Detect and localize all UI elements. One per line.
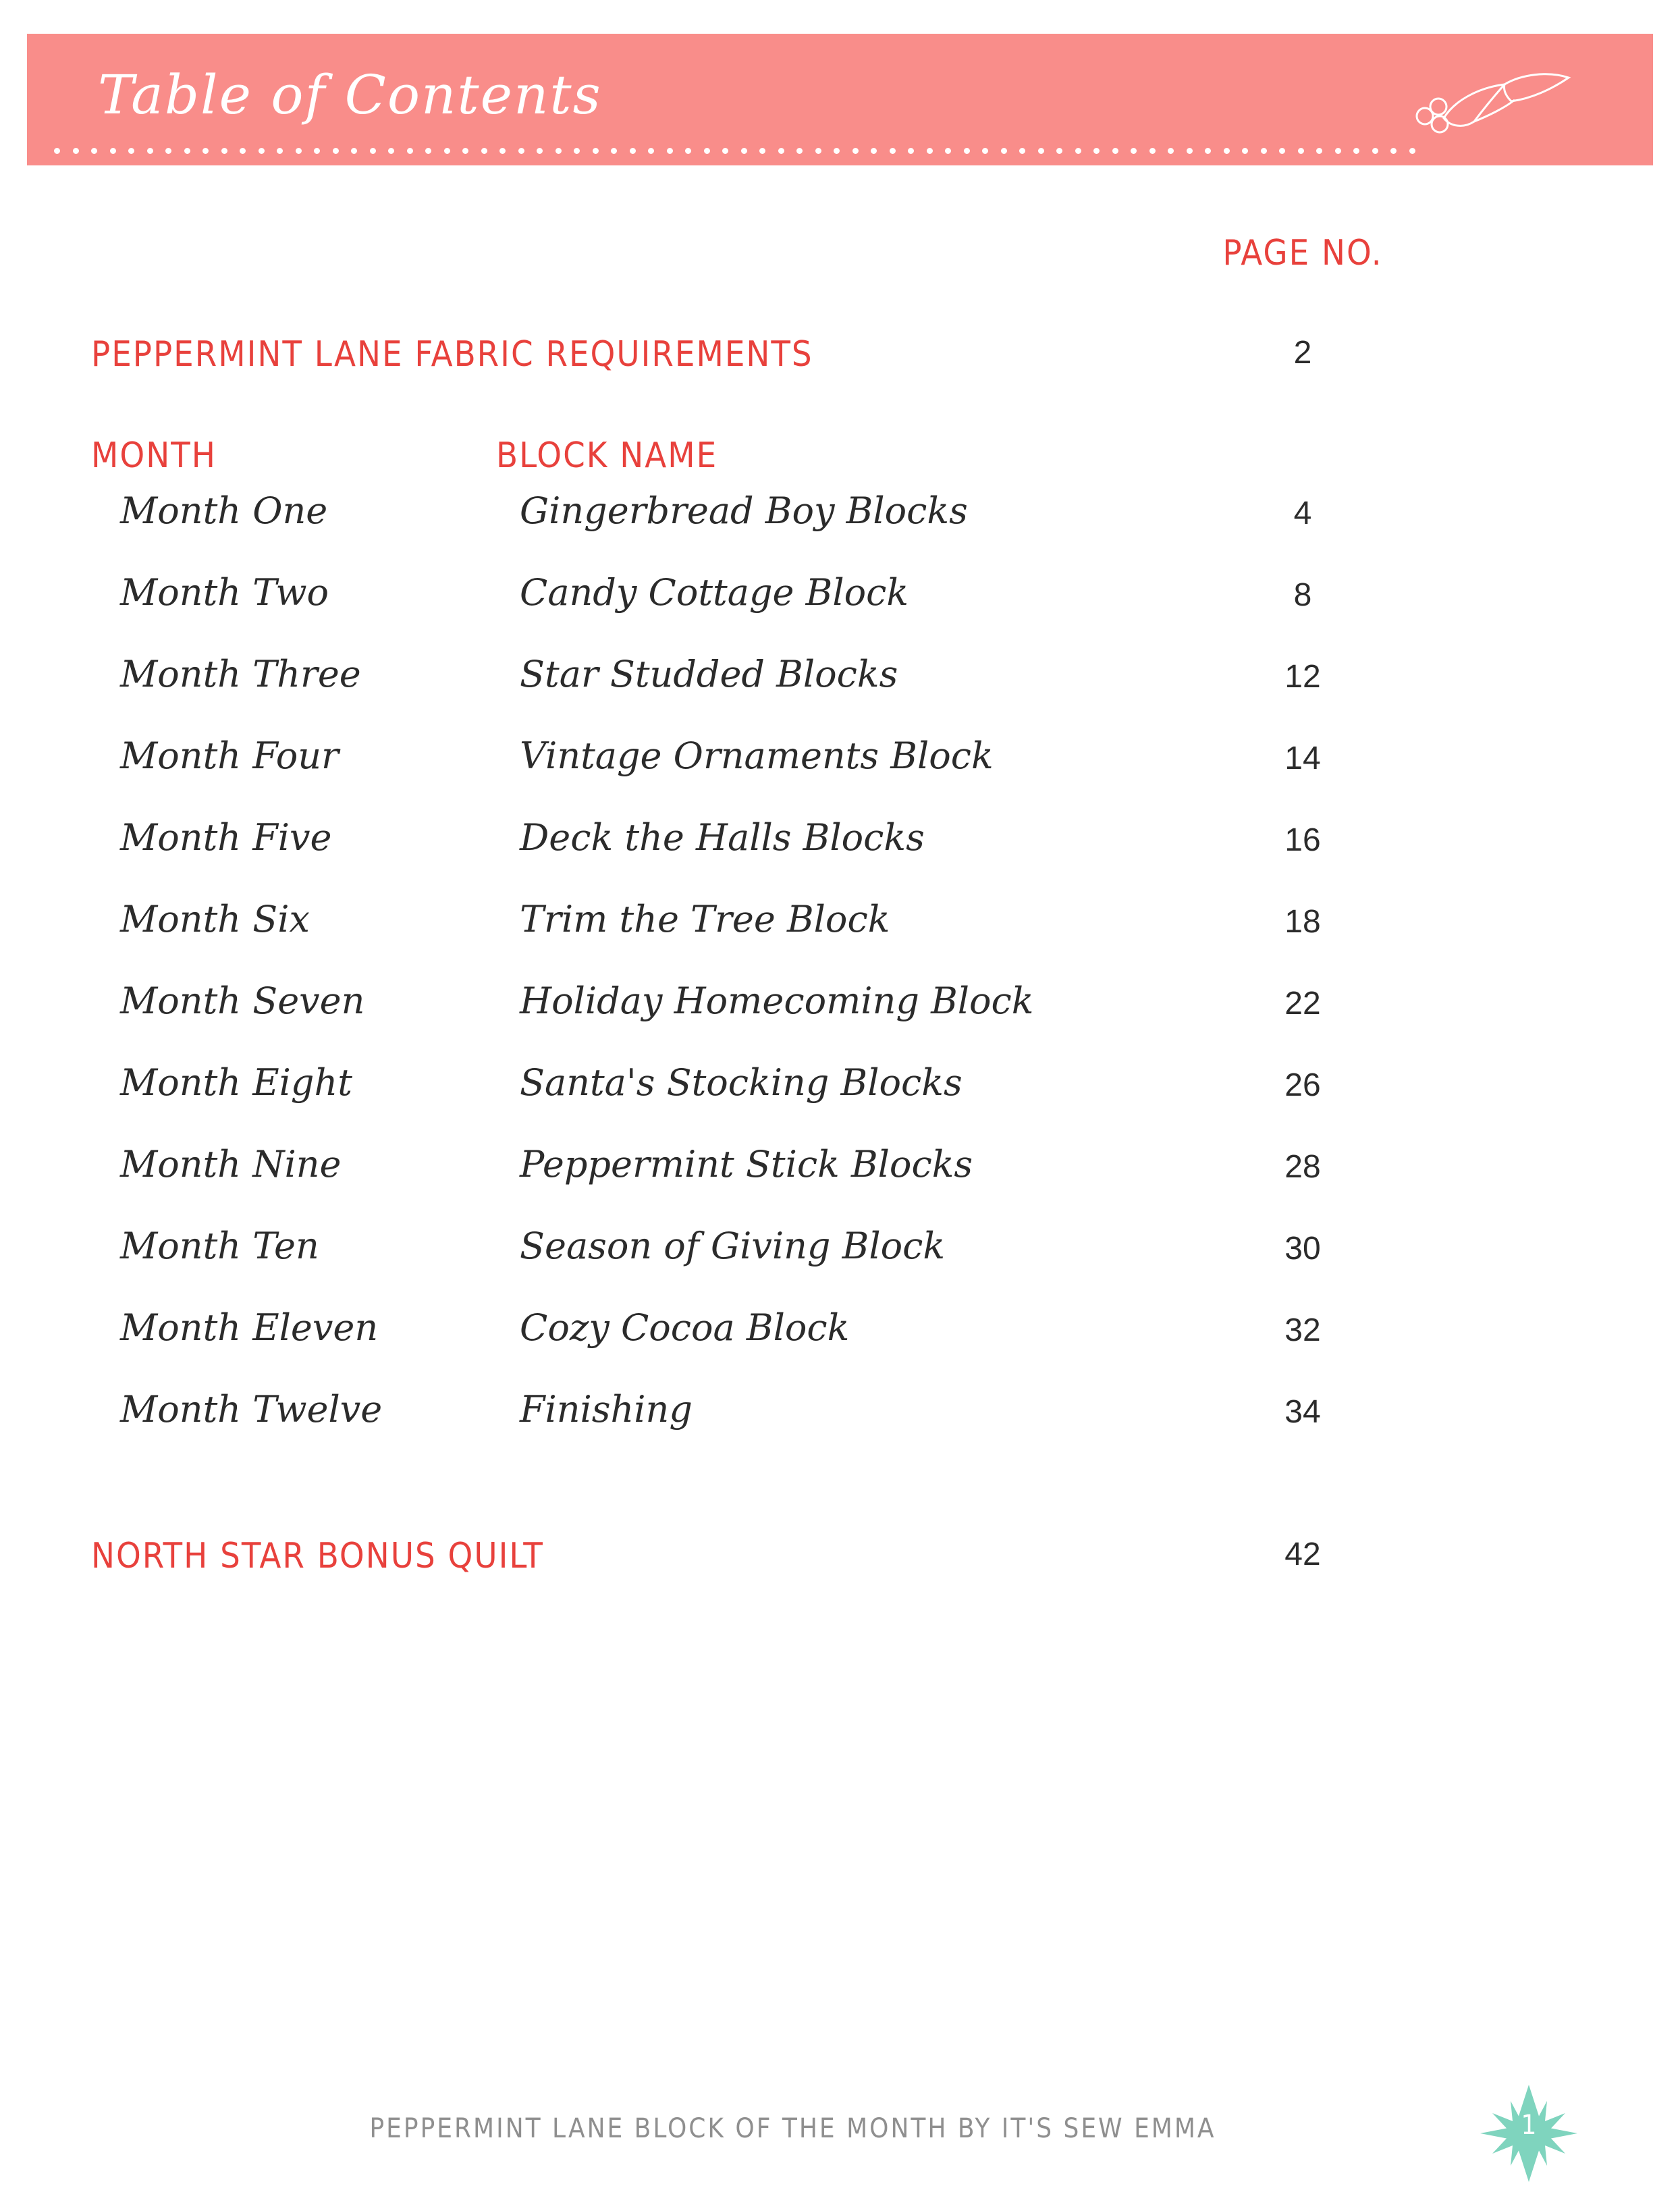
toc-row-month: Month Nine <box>120 1143 342 1185</box>
toc-row-block-name: Holiday Homecoming Block <box>520 980 1034 1022</box>
toc-row-list <box>0 489 1680 1470</box>
bonus-quilt-label[interactable]: NORTH STAR BONUS QUILT <box>91 1536 544 1576</box>
toc-row-month: Month Twelve <box>120 1388 383 1431</box>
banner-dot <box>1279 148 1285 154</box>
toc-row[interactable] <box>0 489 1680 571</box>
banner-dot-divider <box>54 148 1438 155</box>
banner-dot <box>648 148 654 154</box>
banner-dot <box>630 148 636 154</box>
banner-dot <box>1372 148 1378 154</box>
banner-dot <box>1075 148 1081 154</box>
toc-row[interactable] <box>0 1061 1680 1143</box>
banner-dot <box>425 148 431 154</box>
banner-dot <box>704 148 710 154</box>
banner-dot <box>1353 148 1359 154</box>
banner-dot <box>1038 148 1044 154</box>
toc-row-block-name: Candy Cottage Block <box>520 571 909 614</box>
toc-row[interactable] <box>0 1388 1680 1470</box>
toc-row[interactable] <box>0 1143 1680 1225</box>
toc-row[interactable] <box>0 735 1680 816</box>
banner-dot <box>314 148 320 154</box>
banner-dot <box>908 148 914 154</box>
page-title: Table of Contents <box>98 63 602 126</box>
banner-dot <box>165 148 171 154</box>
toc-row-month: Month One <box>120 489 328 532</box>
banner-dot <box>741 148 747 154</box>
toc-row-block-name: Santa's Stocking Blocks <box>520 1061 963 1104</box>
banner-dot <box>333 148 339 154</box>
banner-dot <box>890 148 896 154</box>
banner-dot <box>722 148 728 154</box>
toc-row-month: Month Six <box>120 898 310 940</box>
bonus-quilt-page: 42 <box>1284 1537 1321 1572</box>
banner-dot <box>834 148 840 154</box>
banner-dot <box>1056 148 1062 154</box>
banner-dot <box>1205 148 1211 154</box>
banner-dot <box>982 148 988 154</box>
banner-dot <box>759 148 765 154</box>
banner-dot <box>54 148 60 154</box>
banner-dot <box>259 148 265 154</box>
footer-credit: PEPPERMINT LANE BLOCK OF THE MONTH BY IT'S SEW EMMA <box>369 2113 1216 2144</box>
toc-row-page: 26 <box>1284 1067 1321 1103</box>
toc-row-block-name: Star Studded Blocks <box>520 653 898 695</box>
toc-row-page: 30 <box>1284 1231 1321 1267</box>
banner-dot <box>796 148 803 154</box>
banner-dot <box>147 148 153 154</box>
fabric-requirements-page: 2 <box>1293 335 1312 371</box>
banner-dot <box>221 148 227 154</box>
toc-row-page: 34 <box>1284 1394 1321 1430</box>
toc-row-month: Month Two <box>120 571 329 614</box>
toc-row-month: Month Ten <box>120 1225 319 1267</box>
banner-dot <box>778 148 784 154</box>
banner-dot <box>1112 148 1118 154</box>
banner-dot <box>1335 148 1341 154</box>
banner-dot <box>277 148 283 154</box>
banner-dot <box>1019 148 1025 154</box>
banner-dot <box>927 148 933 154</box>
banner-dot <box>462 148 468 154</box>
banner-dot <box>1261 148 1267 154</box>
banner-dot <box>1298 148 1304 154</box>
banner-dot <box>667 148 673 154</box>
banner-dot <box>444 148 450 154</box>
column-header-block-name: BLOCK NAME <box>496 435 718 476</box>
column-header-month: MONTH <box>91 435 217 476</box>
toc-row-block-name: Deck the Halls Blocks <box>520 816 925 859</box>
banner-dot <box>964 148 970 154</box>
banner-dot <box>945 148 951 154</box>
banner-dot <box>1224 148 1230 154</box>
toc-row-block-name: Gingerbread Boy Blocks <box>520 489 968 532</box>
toc-row[interactable] <box>0 1225 1680 1306</box>
toc-row[interactable] <box>0 980 1680 1061</box>
toc-row-page: 22 <box>1284 986 1321 1021</box>
page-no-header: PAGE NO. <box>1222 233 1383 273</box>
banner-dot <box>73 148 79 154</box>
banner-dot <box>128 148 134 154</box>
toc-row-month: Month Four <box>120 735 339 777</box>
toc-row-page: 16 <box>1284 822 1321 858</box>
toc-row-block-name: Peppermint Stick Blocks <box>520 1143 973 1185</box>
banner-dot <box>1168 148 1174 154</box>
banner-dot <box>1316 148 1322 154</box>
banner-dot <box>110 148 116 154</box>
banner-dot <box>1131 148 1137 154</box>
toc-row-block-name: Vintage Ornaments Block <box>520 735 994 777</box>
toc-row-page: 28 <box>1284 1149 1321 1185</box>
banner-dot <box>407 148 413 154</box>
toc-row-page: 18 <box>1284 904 1321 940</box>
banner-dot <box>388 148 394 154</box>
footer-page-number: 1 <box>1521 2110 1537 2141</box>
toc-row-page: 8 <box>1293 577 1312 613</box>
toc-row[interactable] <box>0 898 1680 980</box>
toc-row[interactable] <box>0 571 1680 653</box>
banner-dot <box>351 148 357 154</box>
banner-dot <box>1409 148 1415 154</box>
banner-dot <box>1187 148 1193 154</box>
fabric-requirements-label[interactable]: PEPPERMINT LANE FABRIC REQUIREMENTS <box>91 334 813 375</box>
banner-dot <box>1093 148 1100 154</box>
banner-dot <box>184 148 190 154</box>
header-banner <box>27 34 1653 165</box>
banner-dot <box>499 148 506 154</box>
banner-dot <box>240 148 246 154</box>
toc-row-month: Month Eleven <box>120 1306 379 1349</box>
toc-row-block-name: Trim the Tree Block <box>520 898 890 940</box>
banner-dot <box>593 148 599 154</box>
banner-dot <box>537 148 543 154</box>
banner-dot <box>685 148 691 154</box>
banner-dot <box>370 148 376 154</box>
toc-row-page: 32 <box>1284 1312 1321 1348</box>
banner-dot <box>202 148 209 154</box>
banner-dot <box>91 148 97 154</box>
toc-row[interactable] <box>0 1306 1680 1388</box>
banner-dot <box>556 148 562 154</box>
toc-row-block-name: Cozy Cocoa Block <box>520 1306 850 1349</box>
toc-row-month: Month Five <box>120 816 332 859</box>
toc-row-page: 12 <box>1284 659 1321 695</box>
toc-row-month: Month Seven <box>120 980 365 1022</box>
toc-row[interactable] <box>0 653 1680 735</box>
banner-dot <box>574 148 580 154</box>
toc-row[interactable] <box>0 816 1680 898</box>
banner-dot <box>518 148 524 154</box>
toc-row-page: 14 <box>1284 741 1321 776</box>
banner-dot <box>1242 148 1248 154</box>
toc-row-month: Month Three <box>120 653 361 695</box>
toc-row-block-name: Finishing <box>520 1388 693 1431</box>
holly-icon <box>1403 54 1579 149</box>
banner-dot <box>481 148 487 154</box>
banner-dot <box>815 148 821 154</box>
toc-row-month: Month Eight <box>120 1061 352 1104</box>
banner-dot <box>871 148 877 154</box>
banner-dot <box>1149 148 1156 154</box>
banner-dot <box>296 148 302 154</box>
banner-dot <box>611 148 617 154</box>
toc-row-page: 4 <box>1293 496 1312 531</box>
toc-row-block-name: Season of Giving Block <box>520 1225 946 1267</box>
banner-dot <box>1390 148 1397 154</box>
banner-dot <box>1001 148 1007 154</box>
banner-dot <box>852 148 859 154</box>
